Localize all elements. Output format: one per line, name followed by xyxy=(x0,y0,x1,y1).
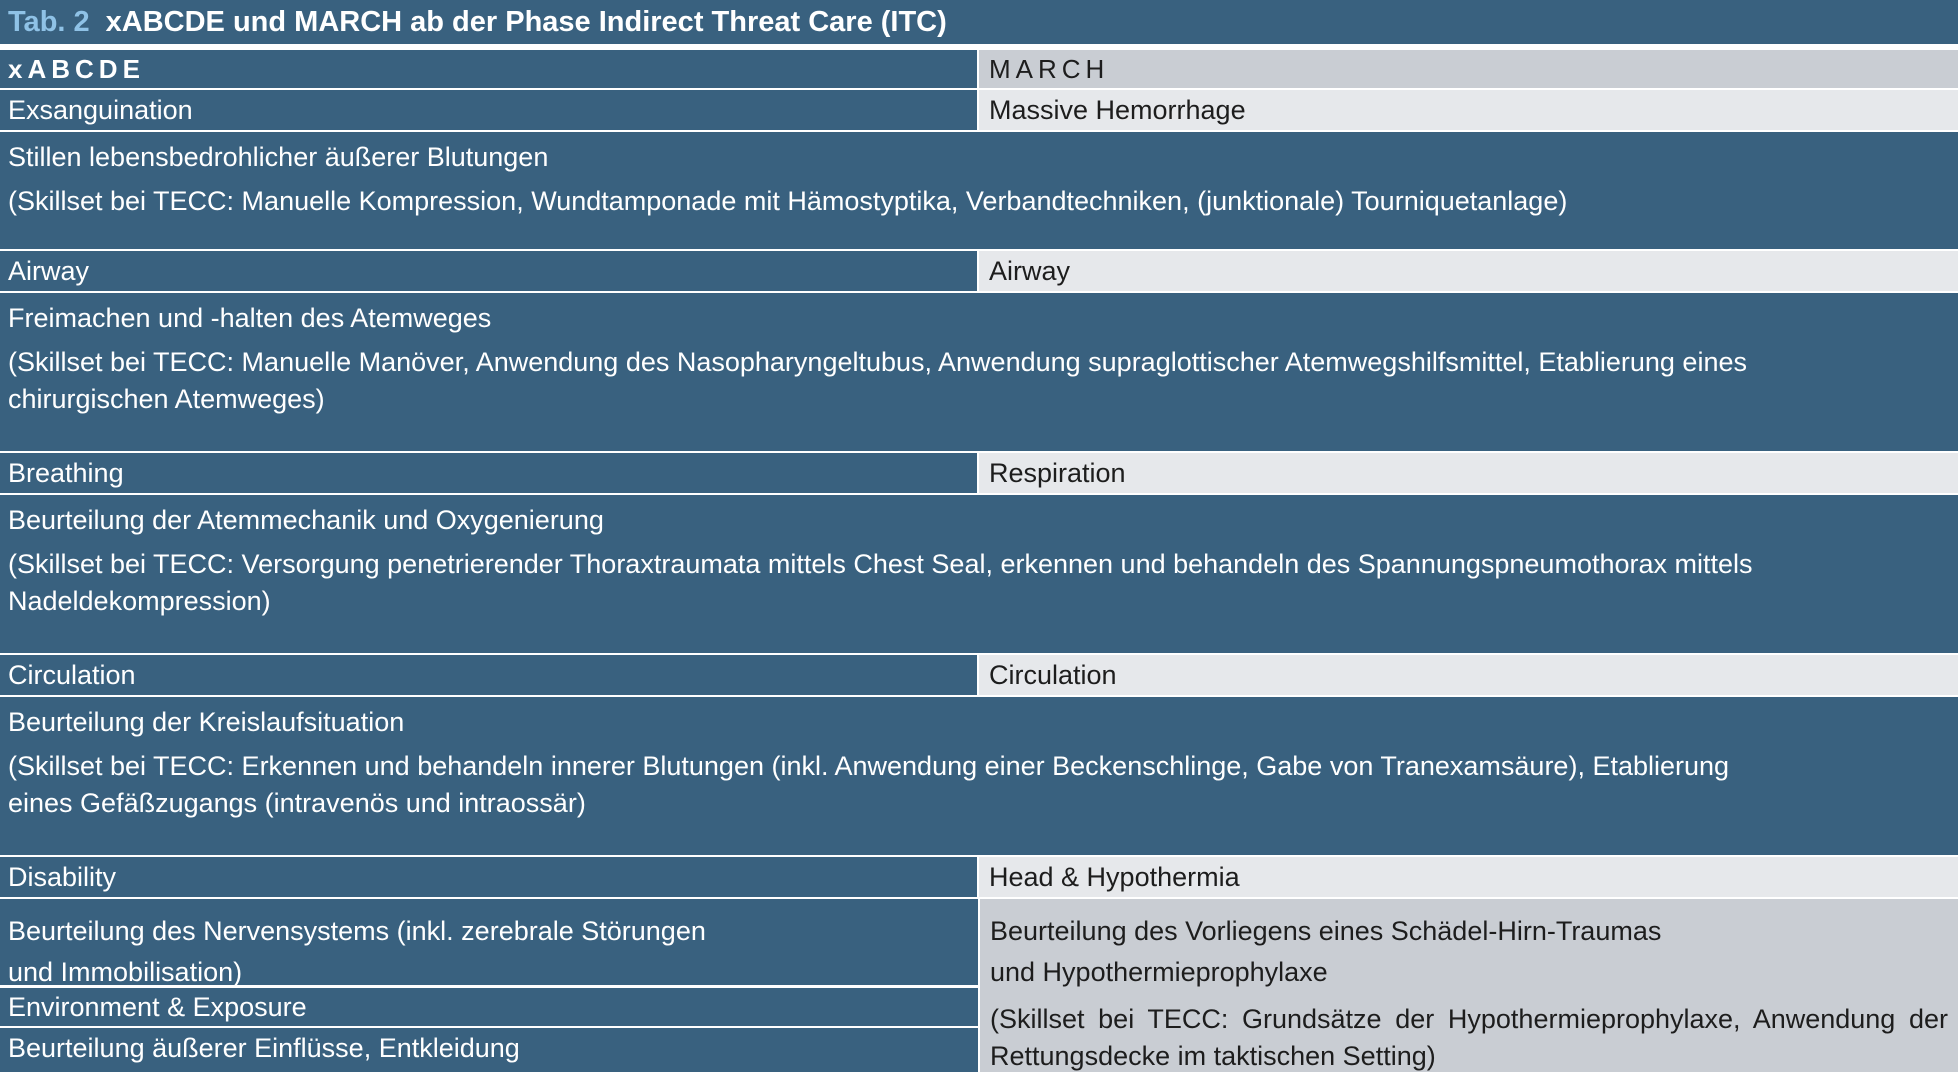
header-march: MARCH xyxy=(979,50,1958,88)
desc-disability xyxy=(0,899,978,985)
desc-row-airway xyxy=(0,293,1958,451)
label-head-hypothermia: Head & Hypothermia xyxy=(979,857,1958,897)
label-row-airway xyxy=(0,251,1958,291)
desc-circulation xyxy=(0,697,1958,855)
desc-row-exsanguination xyxy=(0,132,1958,249)
label-row-circulation xyxy=(0,655,1958,695)
desc-text: Beurteilung der Atemmechanik und Oxygenierung xyxy=(8,505,604,535)
desc-text: Beurteilung der Kreislaufsituation xyxy=(8,707,405,737)
desc-text: und Hypothermieprophylaxe xyxy=(990,957,1328,987)
desc-text: und Immobilisation) xyxy=(8,957,243,987)
label-exsanguination: Exsanguination xyxy=(0,90,977,130)
skill-text: (Skillset bei TECC: Erkennen und behandeln innerer Blutungen (inkl. Anwendung einer Beckenschlinge, Gabe von Tranexamsäure), Etablierung eines Gefäßzugangs (intravenös und intraossär) xyxy=(8,751,1730,818)
label-row-breathing xyxy=(0,453,1958,493)
header-xabcde: xABCDE xyxy=(0,50,977,88)
label-circulation-right: Circulation xyxy=(979,655,1958,695)
desc-row-breathing xyxy=(0,495,1958,653)
header-row xyxy=(0,50,1958,88)
label-circulation-left: Circulation xyxy=(0,655,977,695)
desc-row-circulation xyxy=(0,697,1958,855)
label-airway-right: Airway xyxy=(979,251,1958,291)
desc-text: Stillen lebensbedrohlicher äußerer Blutungen xyxy=(8,142,549,172)
label-respiration: Respiration xyxy=(979,453,1958,493)
skill-text: (Skillset bei TECC: Manuelle Manöver, Anwendung des Nasopharyngeltubus, Anwendung supraglottischer Atemwegshilfsmittel, Etablierung eines chirurgischen Atemweges) xyxy=(8,347,1747,414)
label-disability: Disability xyxy=(0,857,977,897)
skill-text: (Skillset bei TECC: Grundsätze der Hypothermieprophylaxe, Anwendung der Rettungsdecke im taktischen Setting) xyxy=(990,1004,1948,1071)
desc-head-hypothermia xyxy=(980,899,1958,1072)
table-title-text: xABCDE und MARCH ab der Phase Indirect Threat Care (ITC) xyxy=(105,5,947,38)
desc-exsanguination xyxy=(0,132,1958,249)
desc-text: Freimachen und -halten des Atemweges xyxy=(8,303,492,333)
desc-text: Beurteilung des Nervensystems (inkl. zerebrale Störungen xyxy=(8,916,706,946)
skill-text: (Skillset bei TECC: Versorgung penetrierender Thoraxtraumata mittels Chest Seal, erkennen und behandeln des Spannungspneumothorax mittels Nadeldekompression) xyxy=(8,549,1753,616)
desc-environment-exposure: Beurteilung äußerer Einflüsse, Entkleidung xyxy=(0,1028,978,1072)
desc-text: Beurteilung des Vorliegens eines Schädel-Hirn-Traumas xyxy=(990,916,1662,946)
label-breathing: Breathing xyxy=(0,453,977,493)
label-environment-exposure: Environment & Exposure xyxy=(0,988,978,1026)
label-row-disability xyxy=(0,857,1958,897)
label-massive-hemorrhage: Massive Hemorrhage xyxy=(979,90,1958,130)
table-number: Tab. 2 xyxy=(8,5,90,38)
skill-text: (Skillset bei TECC: Manuelle Kompression, Wundtamponade mit Hämostyptika, Verbandtechniken, (junktionale) Tourniquetanlage) xyxy=(8,186,1568,216)
desc-airway xyxy=(0,293,1958,451)
label-airway-left: Airway xyxy=(0,251,977,291)
desc-breathing xyxy=(0,495,1958,653)
label-row-exsanguination xyxy=(0,90,1958,130)
table-title xyxy=(0,0,1958,44)
